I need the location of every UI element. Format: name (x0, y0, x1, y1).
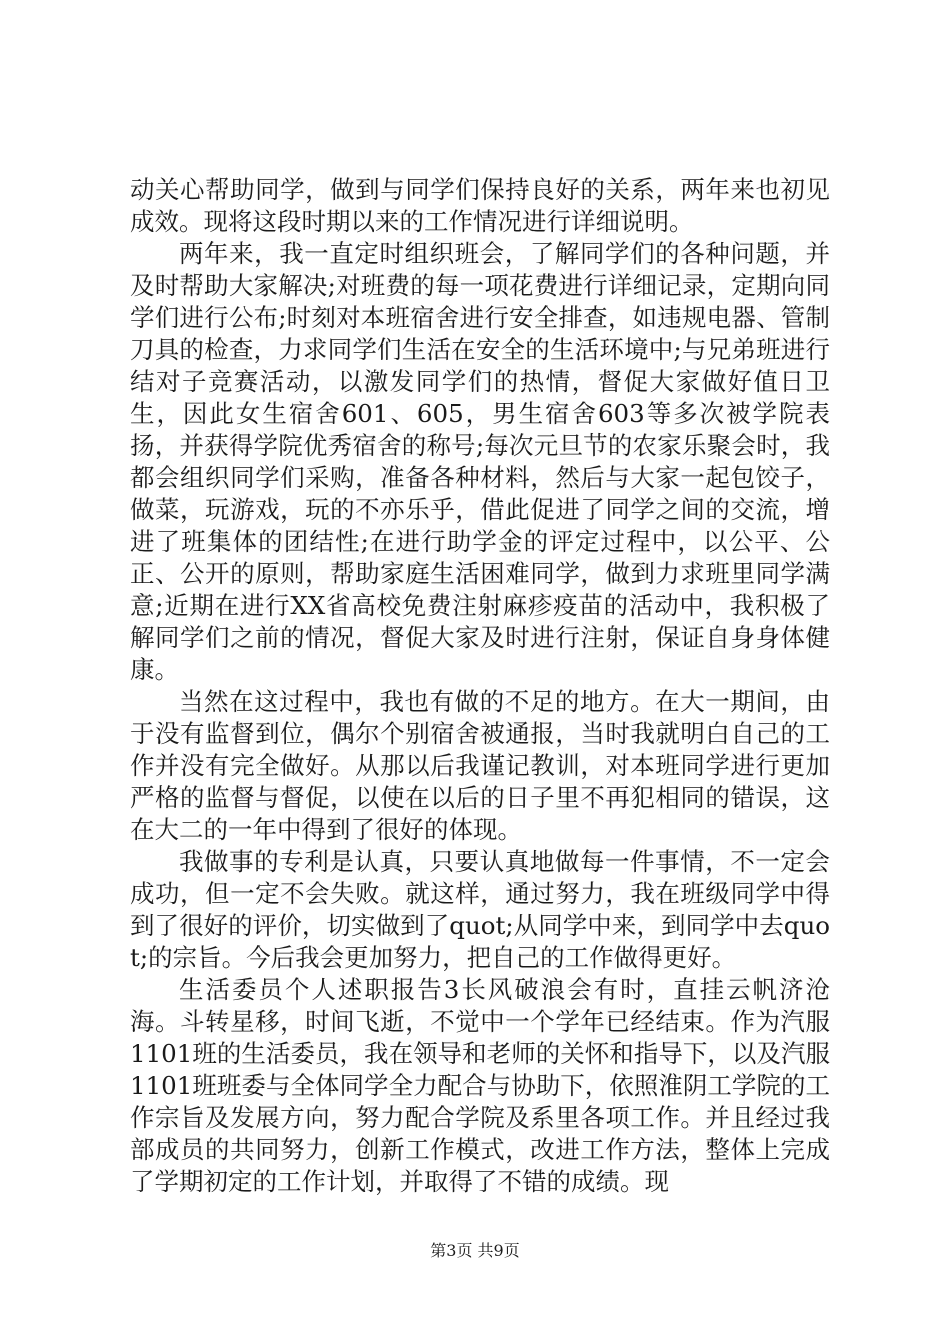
page-number-footer: 第3页 共9页 (430, 1241, 520, 1260)
paragraph-1: 动关心帮助同学，做到与同学们保持良好的关系，两年来也初见成效。现将这段时期以来的工作情况进行详细说明。 (130, 175, 830, 236)
paragraph-4: 我做事的专利是认真，只要认真地做每一件事情，不一定会成功，但一定不会失败。就这样，通过努力，我在班级同学中得到了很好的评价，切实做到了quot;从同学中来，到同学中去quot;的宗旨。今后我会更加努力，把自己的工作做得更好。 (130, 847, 830, 972)
paragraph-3: 当然在这过程中，我也有做的不足的地方。在大一期间，由于没有监督到位，偶尔个别宿舍被通报，当时我就明白自己的工作并没有完全做好。从那以后我谨记教训，对本班同学进行更加严格的监督与督促，以使在以后的日子里不再犯相同的错误，这在大二的一年中得到了很好的体现。 (130, 687, 830, 844)
document-body (130, 174, 830, 1198)
paragraph-5: 生活委员个人述职报告3长风破浪会有时，直挂云帆济沧海。斗转星移，时间飞逝，不觉中一个学年已经结束。作为汽服1101班的生活委员，我在领导和老师的关怀和指导下，以及汽服1101班班委与全体同学全力配合与协助下，依照淮阴工学院的工作宗旨及发展方向，努力配合学院及系里各项工作。并且经过我部成员的共同努力，创新工作模式，改进工作方法，整体上完成了学期初定的工作计划，并取得了不错的成绩。现 (130, 975, 830, 1196)
paragraph-2: 两年来，我一直定时组织班会，了解同学们的各种问题，并及时帮助大家解决;对班费的每一项花费进行详细记录，定期向同学们进行公布;时刻对本班宿舍进行安全排查，如违规电器、管制刀具的检查，力求同学们生活在安全的生活环境中;与兄弟班进行结对子竞赛活动，以激发同学们的热情，督促大家做好值日卫生，因此女生宿舍601、605，男生宿舍603等多次被学院表扬，并获得学院优秀宿舍的称号;每次元旦节的农家乐聚会时，我都会组织同学们采购，准备各种材料，然后与大家一起包饺子，做菜，玩游戏，玩的不亦乐乎，借此促进了同学之间的交流，增进了班集体的团结性;在进行助学金的评定过程中，以公平、公正、公开的原则，帮助家庭生活困难同学，做到力求班里同学满意;近期在进行XX省高校免费注射麻疹疫苗的活动中，我积极了解同学们之前的情况，督促大家及时进行注射，保证自身身体健康。 (130, 239, 830, 684)
